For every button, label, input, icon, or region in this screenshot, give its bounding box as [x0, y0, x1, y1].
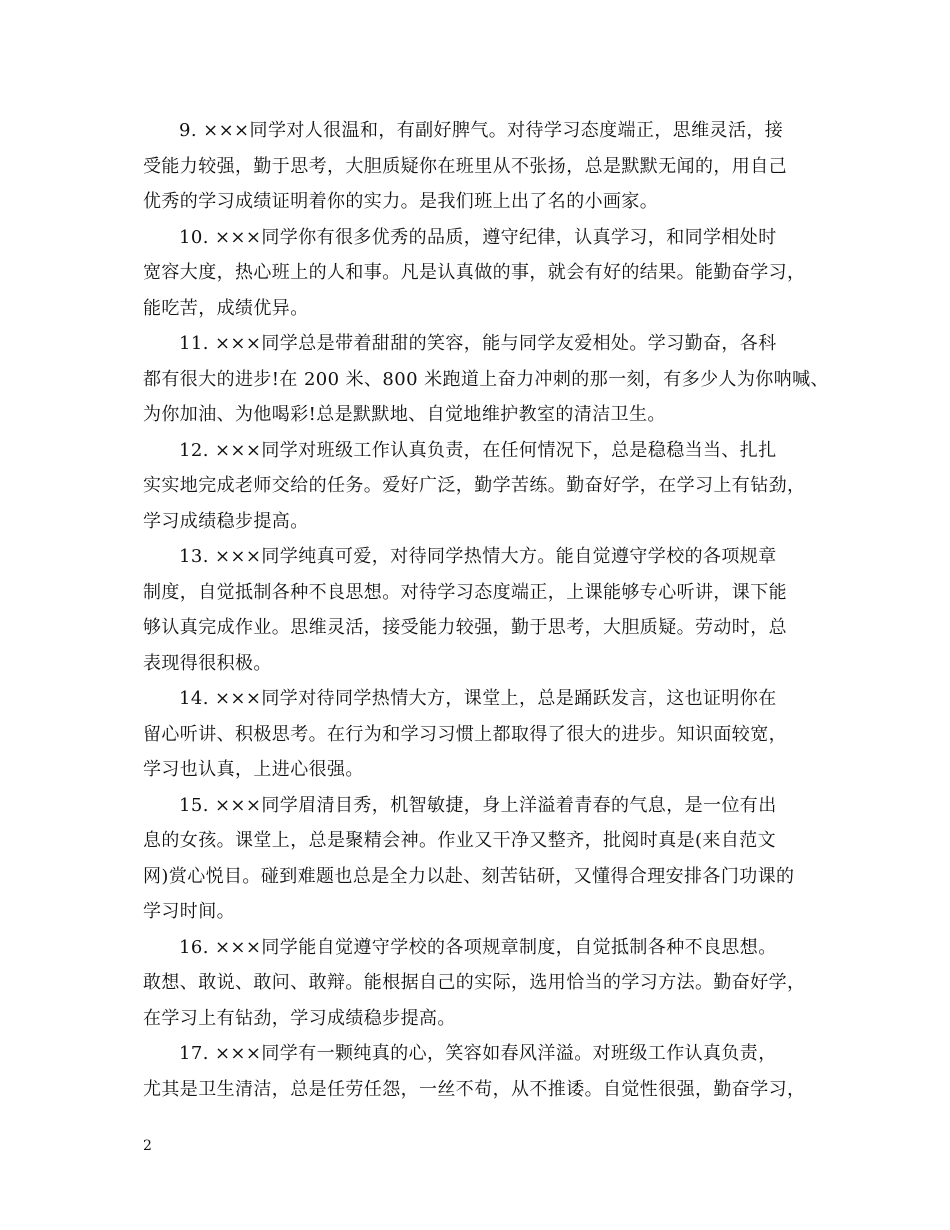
text-line: 都有很大的进步!在 200 米、800 米跑道上奋力冲刺的那一刻，有多少人为你呐喊、: [143, 368, 829, 390]
text-line: 10. ×××同学你有很多优秀的品质，遵守纪律，认真学习，和同学相处时: [179, 226, 777, 248]
text-line: 在学习上有钻劲，学习成绩稳步提高。: [143, 1007, 456, 1029]
text-line: 受能力较强，勤于思考，大胆质疑你在班里从不张扬，总是默默无闻的，用自己: [143, 155, 787, 177]
text-line: 制度，自觉抵制各种不良思想。对待学习态度端正，上课能够专心听讲，课下能: [143, 581, 787, 603]
text-line: 优秀的学习成绩证明着你的实力。是我们班上出了名的小画家。: [143, 191, 659, 212]
document-body: [143, 113, 829, 1107]
text-line: 14. ×××同学对待同学热情大方，课堂上，总是踊跃发言，这也证明你在: [179, 688, 777, 709]
text-line: 够认真完成作业。思维灵活，接受能力较强，勤于思考，大胆质疑。劳动时，总: [143, 617, 787, 638]
text-line: 息的女孩。课堂上，总是聚精会神。作业又干净又整齐，批阅时真是(来自范文: [143, 830, 777, 851]
text-line: 学习时间。: [143, 901, 235, 922]
text-line: 敢想、敢说、敢问、敢辩。能根据自己的实际，选用恰当的学习方法。勤奋好学，: [143, 972, 806, 993]
text-line: 为你加油、为他喝彩!总是默默地、自觉地维护教室的清洁卫生。: [143, 404, 666, 425]
text-line: 16. ×××同学能自觉遵守学校的各项规章制度，自觉抵制各种不良思想。: [179, 936, 777, 958]
text-line: 13. ×××同学纯真可爱，对待同学热情大方。能自觉遵守学校的各项规章: [179, 546, 777, 567]
text-line: 宽容大度，热心班上的人和事。凡是认真做的事，就会有好的结果。能勤奋学习，: [143, 262, 806, 283]
text-line: 网)赏心悦目。碰到难题也总是全力以赴、刻苦钻研，又懂得合理安排各门功课的: [143, 865, 795, 887]
text-line: 尤其是卫生清洁，总是任劳任怨，一丝不苟，从不推诿。自觉性很强，勤奋学习，: [143, 1078, 806, 1100]
text-line: 实实地完成老师交给的任务。爱好广泛，勤学苦练。勤奋好学，在学习上有钻劲，: [143, 475, 806, 496]
text-line: 留心听讲、积极思考。在行为和学习习惯上都取得了很大的进步。知识面较宽，: [143, 723, 787, 745]
text-line: 学习也认真，上进心很强。: [143, 759, 364, 780]
page-number: 2: [143, 1138, 152, 1154]
text-line: 表现得很积极。: [143, 652, 272, 674]
text-line: 9. ×××同学对人很温和，有副好脾气。对待学习态度端正，思维灵活，接: [179, 120, 784, 141]
text-line: 学习成绩稳步提高。: [143, 510, 309, 532]
text-line: 15. ×××同学眉清目秀，机智敏捷，身上洋溢着青春的气息，是一位有出: [179, 794, 777, 816]
text-line: 12. ×××同学对班级工作认真负责，在任何情况下，总是稳稳当当、扎扎: [179, 439, 777, 461]
text-line: 11. ×××同学总是带着甜甜的笑容，能与同学友爱相处。学习勤奋，各科: [179, 333, 777, 354]
text-line: 17. ×××同学有一颗纯真的心，笑容如春风洋溢。对班级工作认真负责，: [179, 1043, 777, 1064]
text-line: 能吃苦，成绩优异。: [143, 297, 309, 319]
